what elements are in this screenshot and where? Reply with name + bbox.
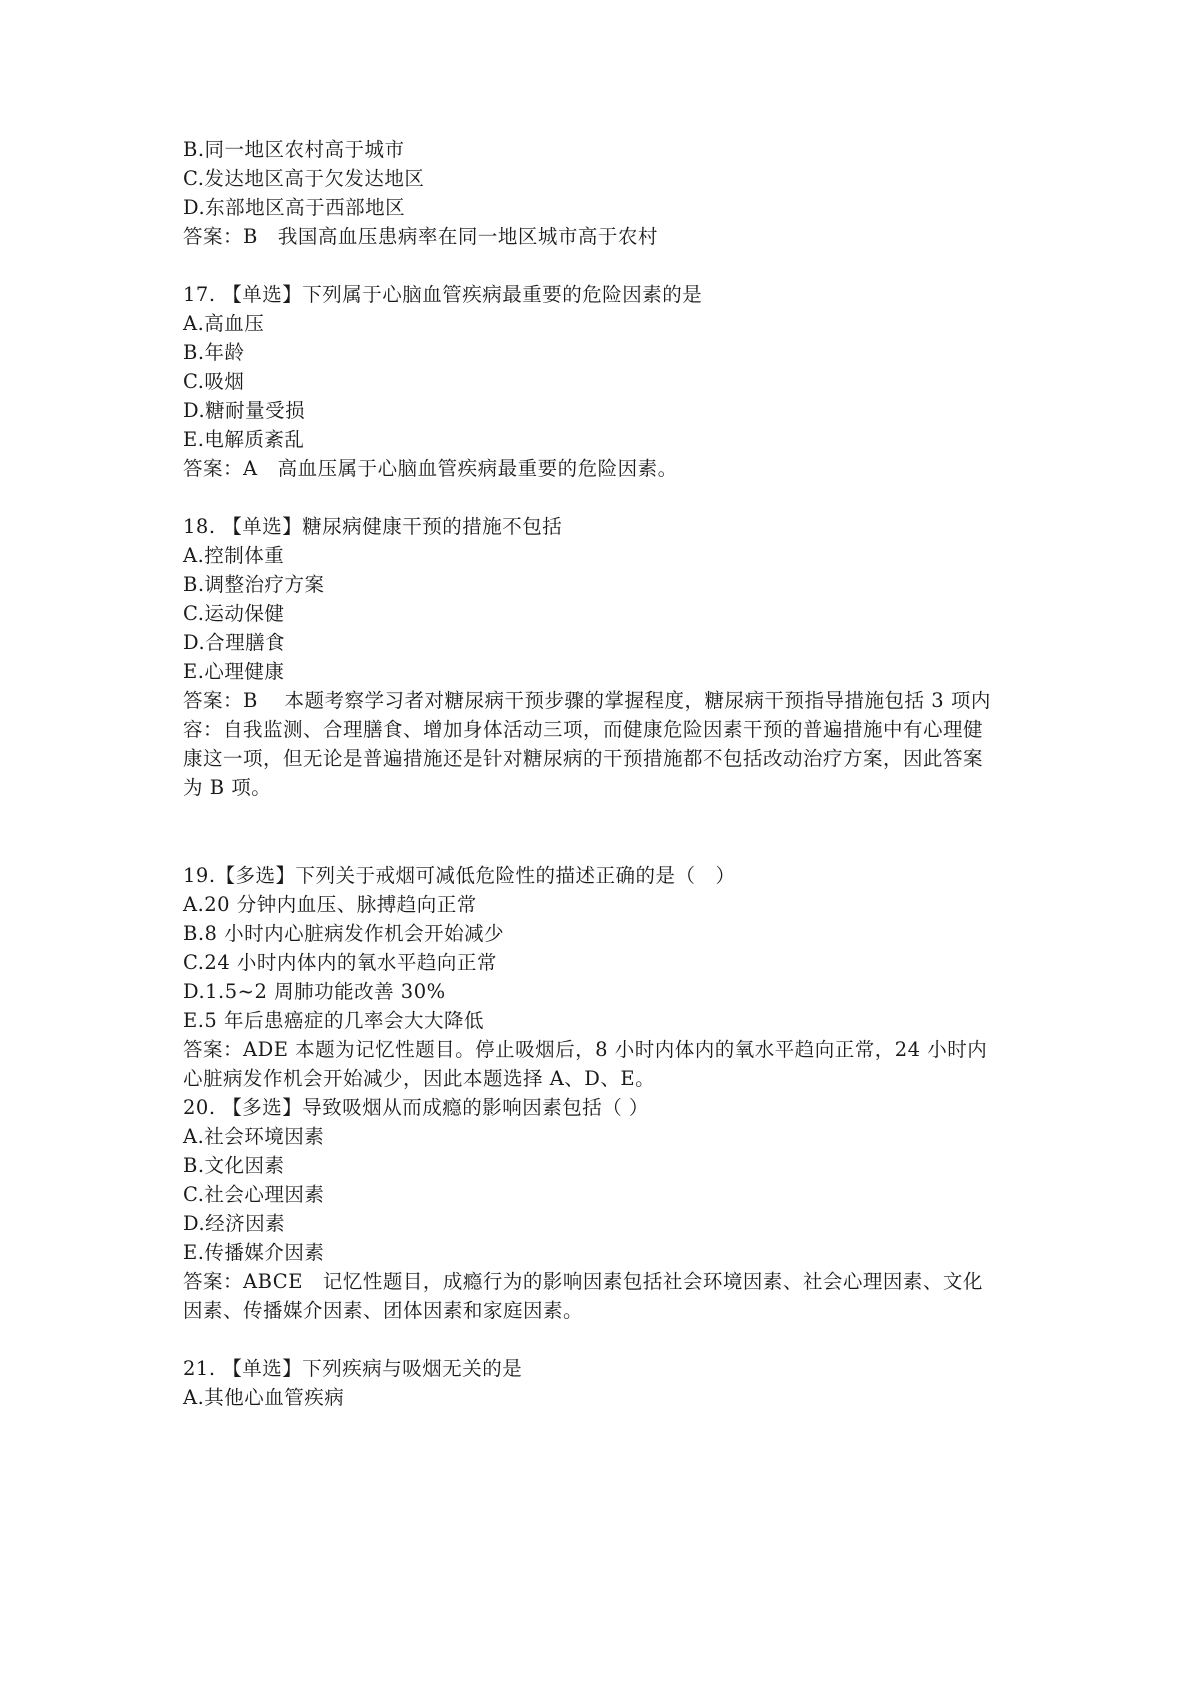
q19-answer-line-2: 心脏病发作机会开始减少，因此本题选择 A、D、E。 (183, 1067, 656, 1090)
q18-option-c: C.运动保健 (183, 602, 285, 625)
q17-option-a: A.高血压 (183, 312, 265, 335)
q20-option-d: D.经济因素 (183, 1212, 286, 1235)
q17-option-d: D.糖耐量受损 (183, 399, 306, 422)
q20-option-b: B.文化因素 (183, 1154, 285, 1177)
q20-option-a: A.社会环境因素 (183, 1125, 325, 1148)
q20-option-e: E.传播媒介因素 (183, 1241, 325, 1264)
q20-answer-line-2: 因素、传播媒介因素、团体因素和家庭因素。 (183, 1299, 584, 1322)
q21-option-a: A.其他心血管疾病 (183, 1386, 345, 1409)
q17-answer: 答案：A 高血压属于心脑血管疾病最重要的危险因素。 (183, 457, 678, 480)
q19-question: 19.【多选】下列关于戒烟可减低危险性的描述正确的是（ ） (183, 864, 736, 887)
q18-question: 18. 【单选】糖尿病健康干预的措施不包括 (183, 515, 563, 538)
q19-option-d: D.1.5~2 周肺功能改善 30% (183, 980, 446, 1003)
q17-option-c: C.吸烟 (183, 370, 245, 393)
q16-answer: 答案：B 我国高血压患病率在同一地区城市高于农村 (183, 225, 658, 248)
q18-option-b: B.调整治疗方案 (183, 573, 325, 596)
q18-option-e: E.心理健康 (183, 660, 285, 683)
q17-option-e: E.电解质紊乱 (183, 428, 305, 451)
q18-answer-line-4: 为 B 项。 (183, 776, 272, 799)
q19-option-c: C.24 小时内体内的氧水平趋向正常 (183, 951, 497, 974)
q19-option-a: A.20 分钟内血压、脉搏趋向正常 (183, 893, 477, 916)
q16-option-b: B.同一地区农村高于城市 (183, 138, 405, 161)
q18-answer-line-1: 答案：B 本题考察学习者对糖尿病干预步骤的掌握程度，糖尿病干预指导措施包括 3 项内 (183, 689, 991, 712)
q19-answer-line-1: 答案：ADE 本题为记忆性题目。停止吸烟后，8 小时内体内的氧水平趋向正常，24 小时内 (183, 1038, 988, 1061)
q21-question: 21. 【单选】下列疾病与吸烟无关的是 (183, 1357, 523, 1380)
q20-option-c: C.社会心理因素 (183, 1183, 325, 1206)
q20-answer-line-1: 答案：ABCE 记忆性题目，成瘾行为的影响因素包括社会环境因素、社会心理因素、文化 (183, 1270, 983, 1293)
q16-option-c: C.发达地区高于欠发达地区 (183, 167, 425, 190)
q19-option-b: B.8 小时内心脏病发作机会开始减少 (183, 922, 505, 945)
q20-question: 20. 【多选】导致吸烟从而成瘾的影响因素包括（ ） (183, 1096, 649, 1119)
q18-option-a: A.控制体重 (183, 544, 285, 567)
q18-answer-line-2: 容：自我监测、合理膳食、增加身体活动三项，而健康危险因素干预的普遍措施中有心理健 (183, 718, 984, 741)
q18-option-d: D.合理膳食 (183, 631, 286, 654)
q18-answer-line-3: 康这一项，但无论是普遍措施还是针对糖尿病的干预措施都不包括改动治疗方案，因此答案 (183, 747, 984, 770)
q17-option-b: B.年龄 (183, 341, 245, 364)
q17-question: 17. 【单选】下列属于心脑血管疾病最重要的危险因素的是 (183, 283, 703, 306)
q16-option-d: D.东部地区高于西部地区 (183, 196, 406, 219)
q19-option-e: E.5 年后患癌症的几率会大大降低 (183, 1009, 485, 1032)
